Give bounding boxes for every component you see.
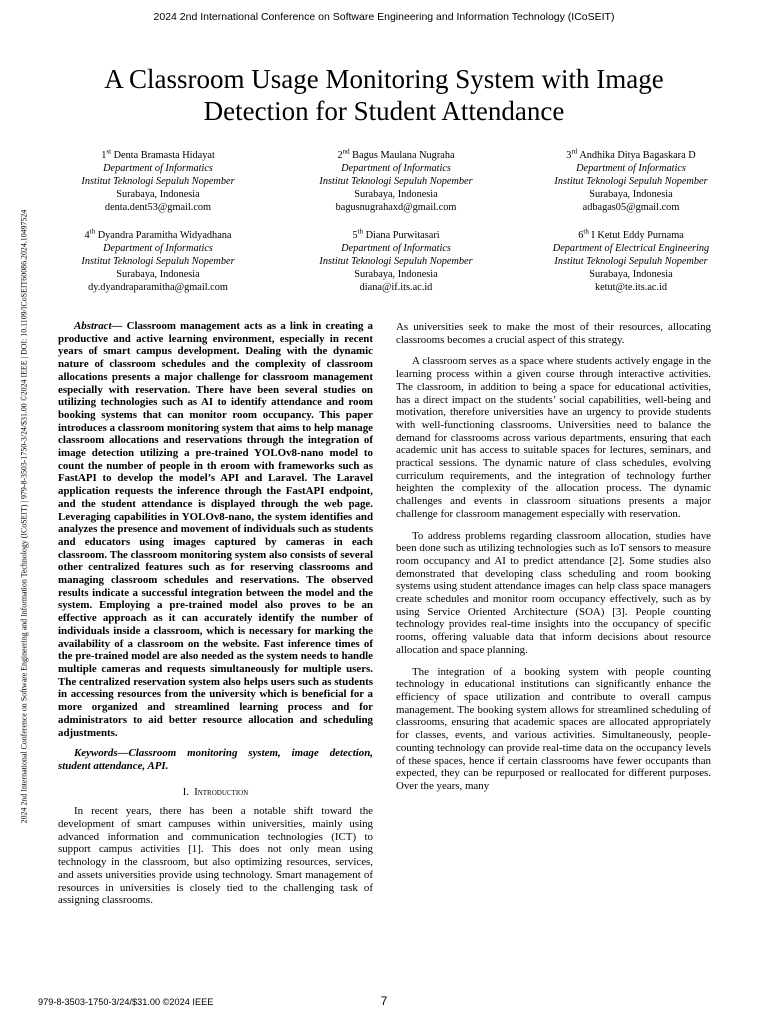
- author-name: 3rd Andhika Ditya Bagaskara D: [566, 147, 696, 161]
- author-city: Surabaya, Indonesia: [354, 269, 438, 280]
- author-institution: Institut Teknologi Sepuluh Nopember: [319, 176, 473, 187]
- author-email: adbagas05@gmail.com: [582, 202, 680, 213]
- author-department: Department of Informatics: [576, 163, 686, 174]
- author-city: Surabaya, Indonesia: [116, 189, 200, 200]
- section-heading: I. Introduction: [182, 786, 249, 798]
- author-name: 5th Diana Purwitasari: [352, 227, 440, 241]
- author-institution: Institut Teknologi Sepuluh Nopember: [81, 256, 235, 267]
- author-city: Surabaya, Indonesia: [589, 189, 673, 200]
- right-paragraph-2: A classroom serves as a space where students actively engage in the learning process within a given course through interactive activities. The classroom, in addition to being a space for educational activities, has a direct impact on the students’ social capabilities, well-being and motivation, therefore universities have an urgency to provide students with well-functioning classrooms. Universities need to balance the demand for classrooms across various departments, ensuring that each academic unit has access to suitable spaces for lectures, seminars, and practical sessions. The dynamic nature of class schedules, evolving curriculum requirements, and the integration of technology further heighten the complexity of the allocation process. The dynamic challenges and events in classroom situations presents a major challenge for classroom management especially with reservation.: [396, 355, 711, 520]
- keywords: Keywords—Classroom monitoring system, image detection, student attendance, API.: [58, 747, 373, 772]
- author-institution: Institut Teknologi Sepuluh Nopember: [319, 256, 473, 267]
- author-1: [36, 149, 280, 214]
- author-email: dy.dyandraparamitha@gmail.com: [88, 282, 228, 293]
- author-city: Surabaya, Indonesia: [116, 269, 200, 280]
- right-column: [396, 321, 711, 793]
- intro-paragraph-1: In recent years, there has been a notable shift toward the development of smart campuses within universities, mainly using advanced information and communication technologies (ICT) to support campus activities [1]. This does not only mean using technology in the classroom, but also optimizing resources, services, and assets universities provide using technology. Smart management of resources in universities is closely tied to the challenging task of assigning classrooms.: [58, 805, 373, 907]
- author-email: bagusnugrahaxd@gmail.com: [335, 202, 457, 213]
- author-department: Department of Informatics: [103, 243, 213, 254]
- author-name: 6th I Ketut Eddy Purnama: [578, 227, 684, 241]
- author-2: [274, 149, 518, 214]
- author-email: denta.dent53@gmail.com: [104, 202, 212, 213]
- author-city: Surabaya, Indonesia: [354, 189, 438, 200]
- author-department: Department of Informatics: [341, 243, 451, 254]
- author-4: [36, 229, 280, 294]
- author-department: Department of Informatics: [103, 163, 213, 174]
- right-paragraph-1: As universities seek to make the most of their resources, allocating classrooms becomes a crucial aspect of this strategy.: [396, 321, 711, 346]
- author-email: diana@if.its.ac.id: [359, 282, 433, 293]
- conference-header: 2024 2nd International Conference on Software Engineering and Information Technology (ICoSEIT): [153, 11, 615, 23]
- author-3: [509, 149, 753, 214]
- author-city: Surabaya, Indonesia: [589, 269, 673, 280]
- author-institution: Institut Teknologi Sepuluh Nopember: [554, 256, 708, 267]
- title-line-1: A Classroom Usage Monitoring System with Image: [104, 64, 664, 94]
- title-line-2: Detection for Student Attendance: [203, 96, 565, 126]
- author-name: 2nd Bagus Maulana Nugraha: [337, 147, 455, 161]
- abstract: [58, 320, 373, 739]
- footer-isbn: 979-8-3503-1750-3/24/$31.00 ©2024 IEEE: [38, 997, 214, 1007]
- author-department: Department of Electrical Engineering: [552, 243, 710, 254]
- right-paragraph-3: To address problems regarding classroom allocation, studies have been done such as utilizing technologies such as IoT sensors to measure room occupancy and AI to predict attendance [2]. Some studies also demonstrated that developing class scheduling and room booking systems using student attendance images can help class space managers create schedules and monitor room occupancy effectively, such as by using Service Oriented Architecture (SOA) [3]. People counting technology provides real-time insights into the occupancy of specific rooms, offering valuable data that inform decisions about resource allocation and space planning.: [396, 529, 711, 656]
- author-name: 4th Dyandra Paramitha Widyadhana: [84, 227, 232, 241]
- author-5: [274, 229, 518, 294]
- author-name: 1st Denta Bramasta Hidayat: [101, 147, 215, 161]
- author-institution: Institut Teknologi Sepuluh Nopember: [554, 176, 708, 187]
- abstract-text: Classroom management acts as a link in creating a productive and active learning environment, especially in recent years of smart campus development. Dealing with the dynamic nature of classroom schedules and the complexity of classroom allocations presents a major challenge for classroom management especially with reservation. There have been several studies on utilizing technologies such as AI to identify attendance and room booking systems that can monitor room occupancy. This paper introduces a classroom monitoring system that aims to help manage classroom allocations and reservations through the integration of image detection utilizing a pre-trained YOLOv8-nano model to count the number of people in th eroom with frameworks such as FastAPI to develop the model’s API and Laravel. The Laravel application requests the inference through the FastAPI endpoint, and the student attendance is displayed through the web page. Leveraging capabilities in YOLOv8-nano, the system identifies and analyzes the presence and movement of individuals such as students and educators using images captured by cameras in each classroom. The classroom monitoring system also consists of several other centralized features such as for reserving classrooms and managing classroom schedules and reservations. The observed results indicate a successful integration between the model and the system. Employing a pre-trained model also proves to be an effective approach as it can accurately identify the number of individuals inside a classroom, which is necessary for marking the availability of a classroom on the website. Fast inference times of the pre-trained model are also needed as the system needs to handle multiple cameras and requests simultaneously for multiple users. The centralized reservation system also helps users such as students in accessing resources from the university which is beneficial for a more organized and streamlined learning process and for administrators to aid better resource allocation and scheduling adjustments.: [58, 320, 373, 739]
- paper-title: [40, 63, 728, 127]
- author-email: ketut@te.its.ac.id: [594, 282, 668, 293]
- right-paragraph-4: The integration of a booking system with people counting technology in educational institutions can significantly enhance the efficiency of space utilization and contribute to overall campus management. The booking system allows for streamlined scheduling of classrooms, ensuring that academic spaces are allocated appropriately for classes, events, and various activities. Simultaneously, people-counting technology can provide real-time data on the occupancy levels of these spaces, hence if certain classrooms have fewer occupants than expected, they can be repurposed or reallocated for different purposes. Over the years, many: [396, 665, 711, 792]
- doi-citation-sidebar: 2024 2nd International Conference on Software Engineering and Information Technology (ICoSEIT) | 979-8-3503-1750-3/24/$31.00 ©2024 IEEE | DOI: 10.1109/ICoSEIT60086.2024.10497524: [19, 209, 29, 824]
- abstract-label: Abstract—: [74, 320, 123, 332]
- author-department: Department of Informatics: [341, 163, 451, 174]
- page-number: 7: [380, 994, 388, 1008]
- author-6: [509, 229, 753, 294]
- author-institution: Institut Teknologi Sepuluh Nopember: [81, 176, 235, 187]
- left-column: [58, 320, 373, 907]
